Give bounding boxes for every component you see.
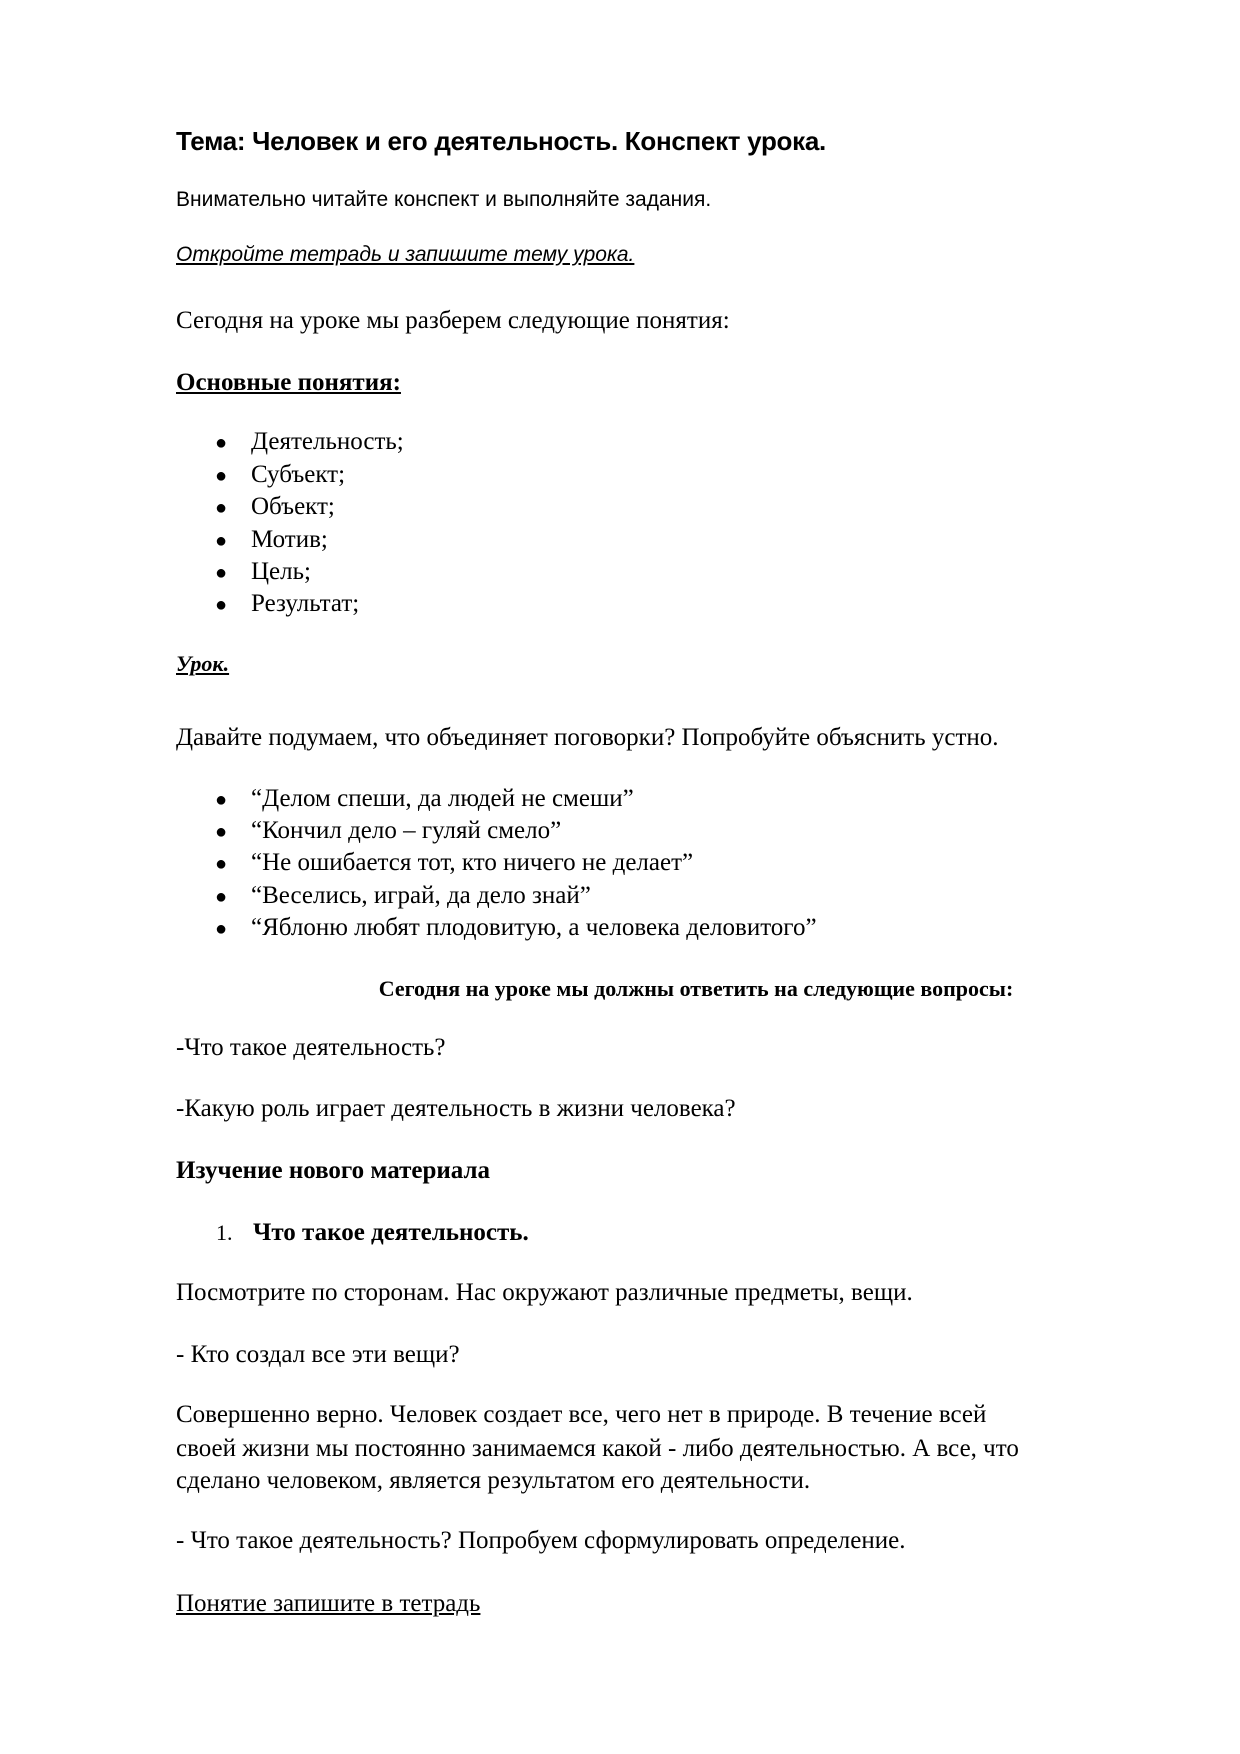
proverb-text: “Кончил дело – гуляй смело”	[251, 817, 562, 844]
notebook-task: Откройте тетрадь и запишите тему урока.	[176, 243, 635, 266]
list-item	[215, 881, 591, 912]
bullet-icon: ●	[215, 562, 228, 584]
bullet-icon: ●	[215, 594, 228, 616]
bullet-icon: ●	[215, 530, 228, 552]
concepts-heading: Основные понятия:	[176, 369, 401, 396]
paragraph: - Кто создал все эти вещи?	[176, 1341, 460, 1368]
list-item	[215, 913, 817, 944]
list-item	[215, 427, 404, 458]
paragraph-line: сделано человеком, является результатом его деятельности.	[176, 1467, 811, 1494]
question-2: -Какую роль играет деятельность в жизни человека?	[176, 1095, 736, 1122]
list-item	[215, 525, 328, 556]
list-item	[215, 848, 693, 879]
definition-question: - Что такое деятельность? Попробуем сформулировать определение.	[176, 1527, 906, 1554]
bullet-icon: ●	[215, 918, 228, 940]
lesson-heading: Урок.	[176, 651, 230, 676]
proverb-text: “Яблоню любят плодовитую, а человека деловитого”	[251, 914, 817, 941]
list-item	[215, 460, 345, 491]
concept-label: Цель;	[251, 558, 311, 585]
intro-text: Сегодня на уроке мы разберем следующие понятия:	[176, 307, 730, 334]
paragraph-line: своей жизни мы постоянно занимаемся какой - либо деятельностью. А все, что	[176, 1435, 1019, 1462]
concept-label: Деятельность;	[251, 428, 404, 455]
concept-label: Субъект;	[251, 461, 346, 488]
paragraph-line: Совершенно верно. Человек создает все, чего нет в природе. В течение всей	[176, 1401, 987, 1428]
questions-heading: Сегодня на уроке мы должны ответить на следующие вопросы:	[378, 976, 1014, 1001]
list-item	[215, 589, 359, 620]
bullet-icon: ●	[215, 789, 228, 811]
question-1: -Что такое деятельность?	[176, 1034, 446, 1061]
proverbs-question: Давайте подумаем, что объединяет поговорки? Попробуйте объяснить устно.	[176, 724, 999, 751]
proverb-text: “Делом спеши, да людей не смеши”	[251, 785, 634, 812]
section-number: 1.	[216, 1220, 233, 1245]
section-title: Что такое деятельность.	[253, 1219, 529, 1246]
bullet-icon: ●	[215, 465, 228, 487]
bullet-icon: ●	[215, 853, 228, 875]
list-item	[215, 557, 311, 588]
list-item	[215, 784, 634, 815]
bullet-icon: ●	[215, 886, 228, 908]
proverb-text: “Не ошибается тот, кто ничего не делает”	[251, 849, 694, 876]
new-material-heading: Изучение нового материала	[176, 1157, 491, 1184]
list-item	[215, 816, 561, 847]
concept-label: Объект;	[251, 493, 335, 520]
list-item	[215, 492, 335, 523]
instruction-text: Внимательно читайте конспект и выполняйте задания.	[176, 188, 712, 211]
bullet-icon: ●	[215, 497, 228, 519]
bullet-icon: ●	[215, 821, 228, 843]
bullet-icon: ●	[215, 432, 228, 454]
write-concept-note: Понятие запишите в тетрадь	[176, 1590, 481, 1617]
proverb-text: “Веселись, играй, да дело знай”	[251, 882, 591, 909]
concept-label: Мотив;	[251, 526, 328, 553]
concept-label: Результат;	[251, 590, 360, 617]
page-title: Тема: Человек и его деятельность. Конспект урока.	[176, 126, 826, 156]
paragraph: Посмотрите по сторонам. Нас окружают различные предметы, вещи.	[176, 1279, 913, 1306]
